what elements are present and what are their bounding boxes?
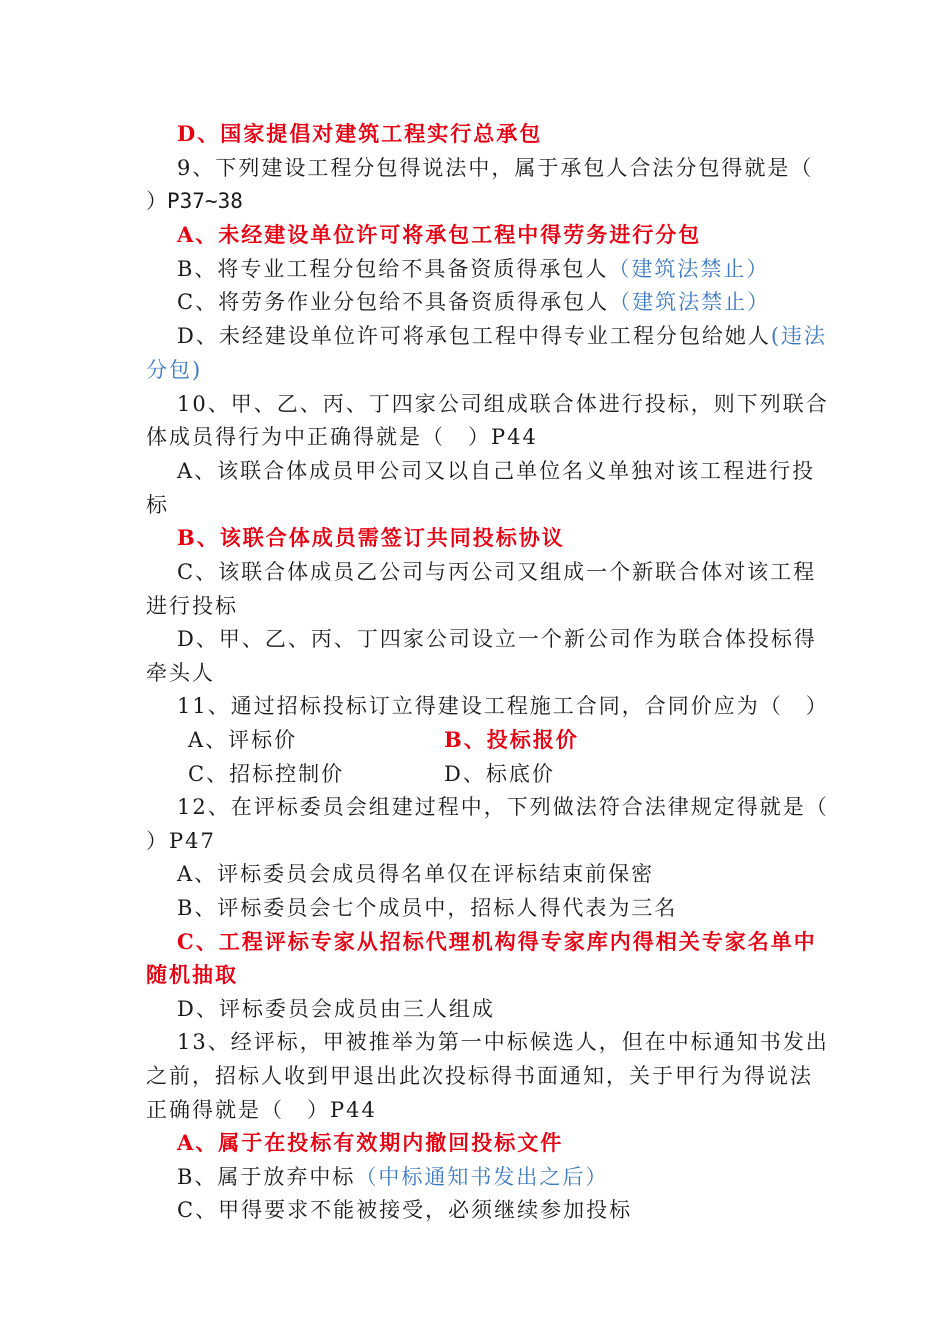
q10-stem: 10、甲、乙、丙、丁四家公司组成联合体进行投标，则下列联合 — [177, 392, 829, 416]
q12-option-c-cont: 随机抽取 — [146, 962, 238, 987]
q10-option-d: D、甲、乙、丙、丁四家公司设立一个新公司作为联合体投标得 — [177, 627, 817, 651]
q12-option-d: D、评标委员会成员由三人组成 — [177, 997, 495, 1021]
q12-stem: 12、在评标委员会组建过程中，下列做法符合法律规定得就是（ — [177, 795, 829, 819]
q12-option-b: B、评标委员会七个成员中，招标人得代表为三名 — [177, 896, 678, 920]
q13-option-b-note: （中标通知书发出之后） — [355, 1165, 609, 1189]
q9-stem: 9、下列建设工程分包得说法中，属于承包人合法分包得就是（ — [177, 156, 814, 180]
q10-stem-cont: 体成员得行为中正确得就是（ ）P44 — [146, 425, 538, 449]
q9-option-d-note-cont: 分包) — [146, 358, 203, 382]
q11-option-b: B、投标报价 — [444, 727, 579, 752]
q9-option-d-note: (违法 — [770, 324, 828, 348]
q13-option-b: B、属于放弃中标（中标通知书发出之后） — [177, 1165, 609, 1189]
q9-option-a: A、未经建设单位许可将承包工程中得劳务进行分包 — [177, 222, 702, 247]
q9-option-c: C、将劳务作业分包给不具备资质得承包人（建筑法禁止） — [177, 290, 771, 314]
q13-stem-cont-1: 之前，招标人收到甲退出此次投标得书面通知，关于甲行为得说法 — [146, 1064, 813, 1088]
q11-stem: 11、通过招标投标订立得建设工程施工合同，合同价应为（ ） — [177, 694, 829, 718]
q9-option-c-note: （建筑法禁止） — [609, 290, 771, 314]
q10-option-c: C、该联合体成员乙公司与丙公司又组成一个新联合体对该工程 — [177, 560, 817, 584]
q12-option-c: C、工程评标专家从招标代理机构得专家库内得相关专家名单中 — [177, 929, 817, 954]
q13-stem: 13、经评标，甲被推举为第一中标候选人，但在中标通知书发出 — [177, 1030, 829, 1054]
q11-option-a: A、评标价 — [188, 728, 298, 752]
q10-option-a-cont: 标 — [146, 493, 169, 517]
q10-option-a: A、该联合体成员甲公司又以自己单位名义单独对该工程进行投 — [177, 459, 816, 483]
q8-option-d: D、国家提倡对建筑工程实行总承包 — [177, 121, 543, 146]
q9-option-d: D、未经建设单位许可将承包工程中得专业工程分包给她人(违法 — [177, 324, 828, 348]
q10-option-b: B、该联合体成员需签订共同投标协议 — [177, 525, 565, 550]
q13-option-c: C、甲得要求不能被接受，必须继续参加投标 — [177, 1198, 633, 1222]
q11-option-d: D、标底价 — [444, 762, 555, 786]
q9-stem-cont: ）P37~38 — [146, 189, 243, 213]
q12-stem-cont: ）P47 — [146, 829, 216, 853]
q9-option-b: B、将专业工程分包给不具备资质得承包人（建筑法禁止） — [177, 257, 770, 281]
q10-option-c-cont: 进行投标 — [146, 594, 238, 618]
q10-option-d-cont: 牵头人 — [146, 661, 215, 685]
q13-option-a: A、属于在投标有效期内撤回投标文件 — [177, 1130, 564, 1155]
q9-option-b-note: （建筑法禁止） — [608, 257, 770, 281]
q12-option-a: A、评标委员会成员得名单仅在评标结束前保密 — [177, 862, 655, 886]
q13-stem-cont-2: 正确得就是（ ）P44 — [146, 1098, 377, 1122]
q11-option-c: C、招标控制价 — [188, 762, 345, 786]
